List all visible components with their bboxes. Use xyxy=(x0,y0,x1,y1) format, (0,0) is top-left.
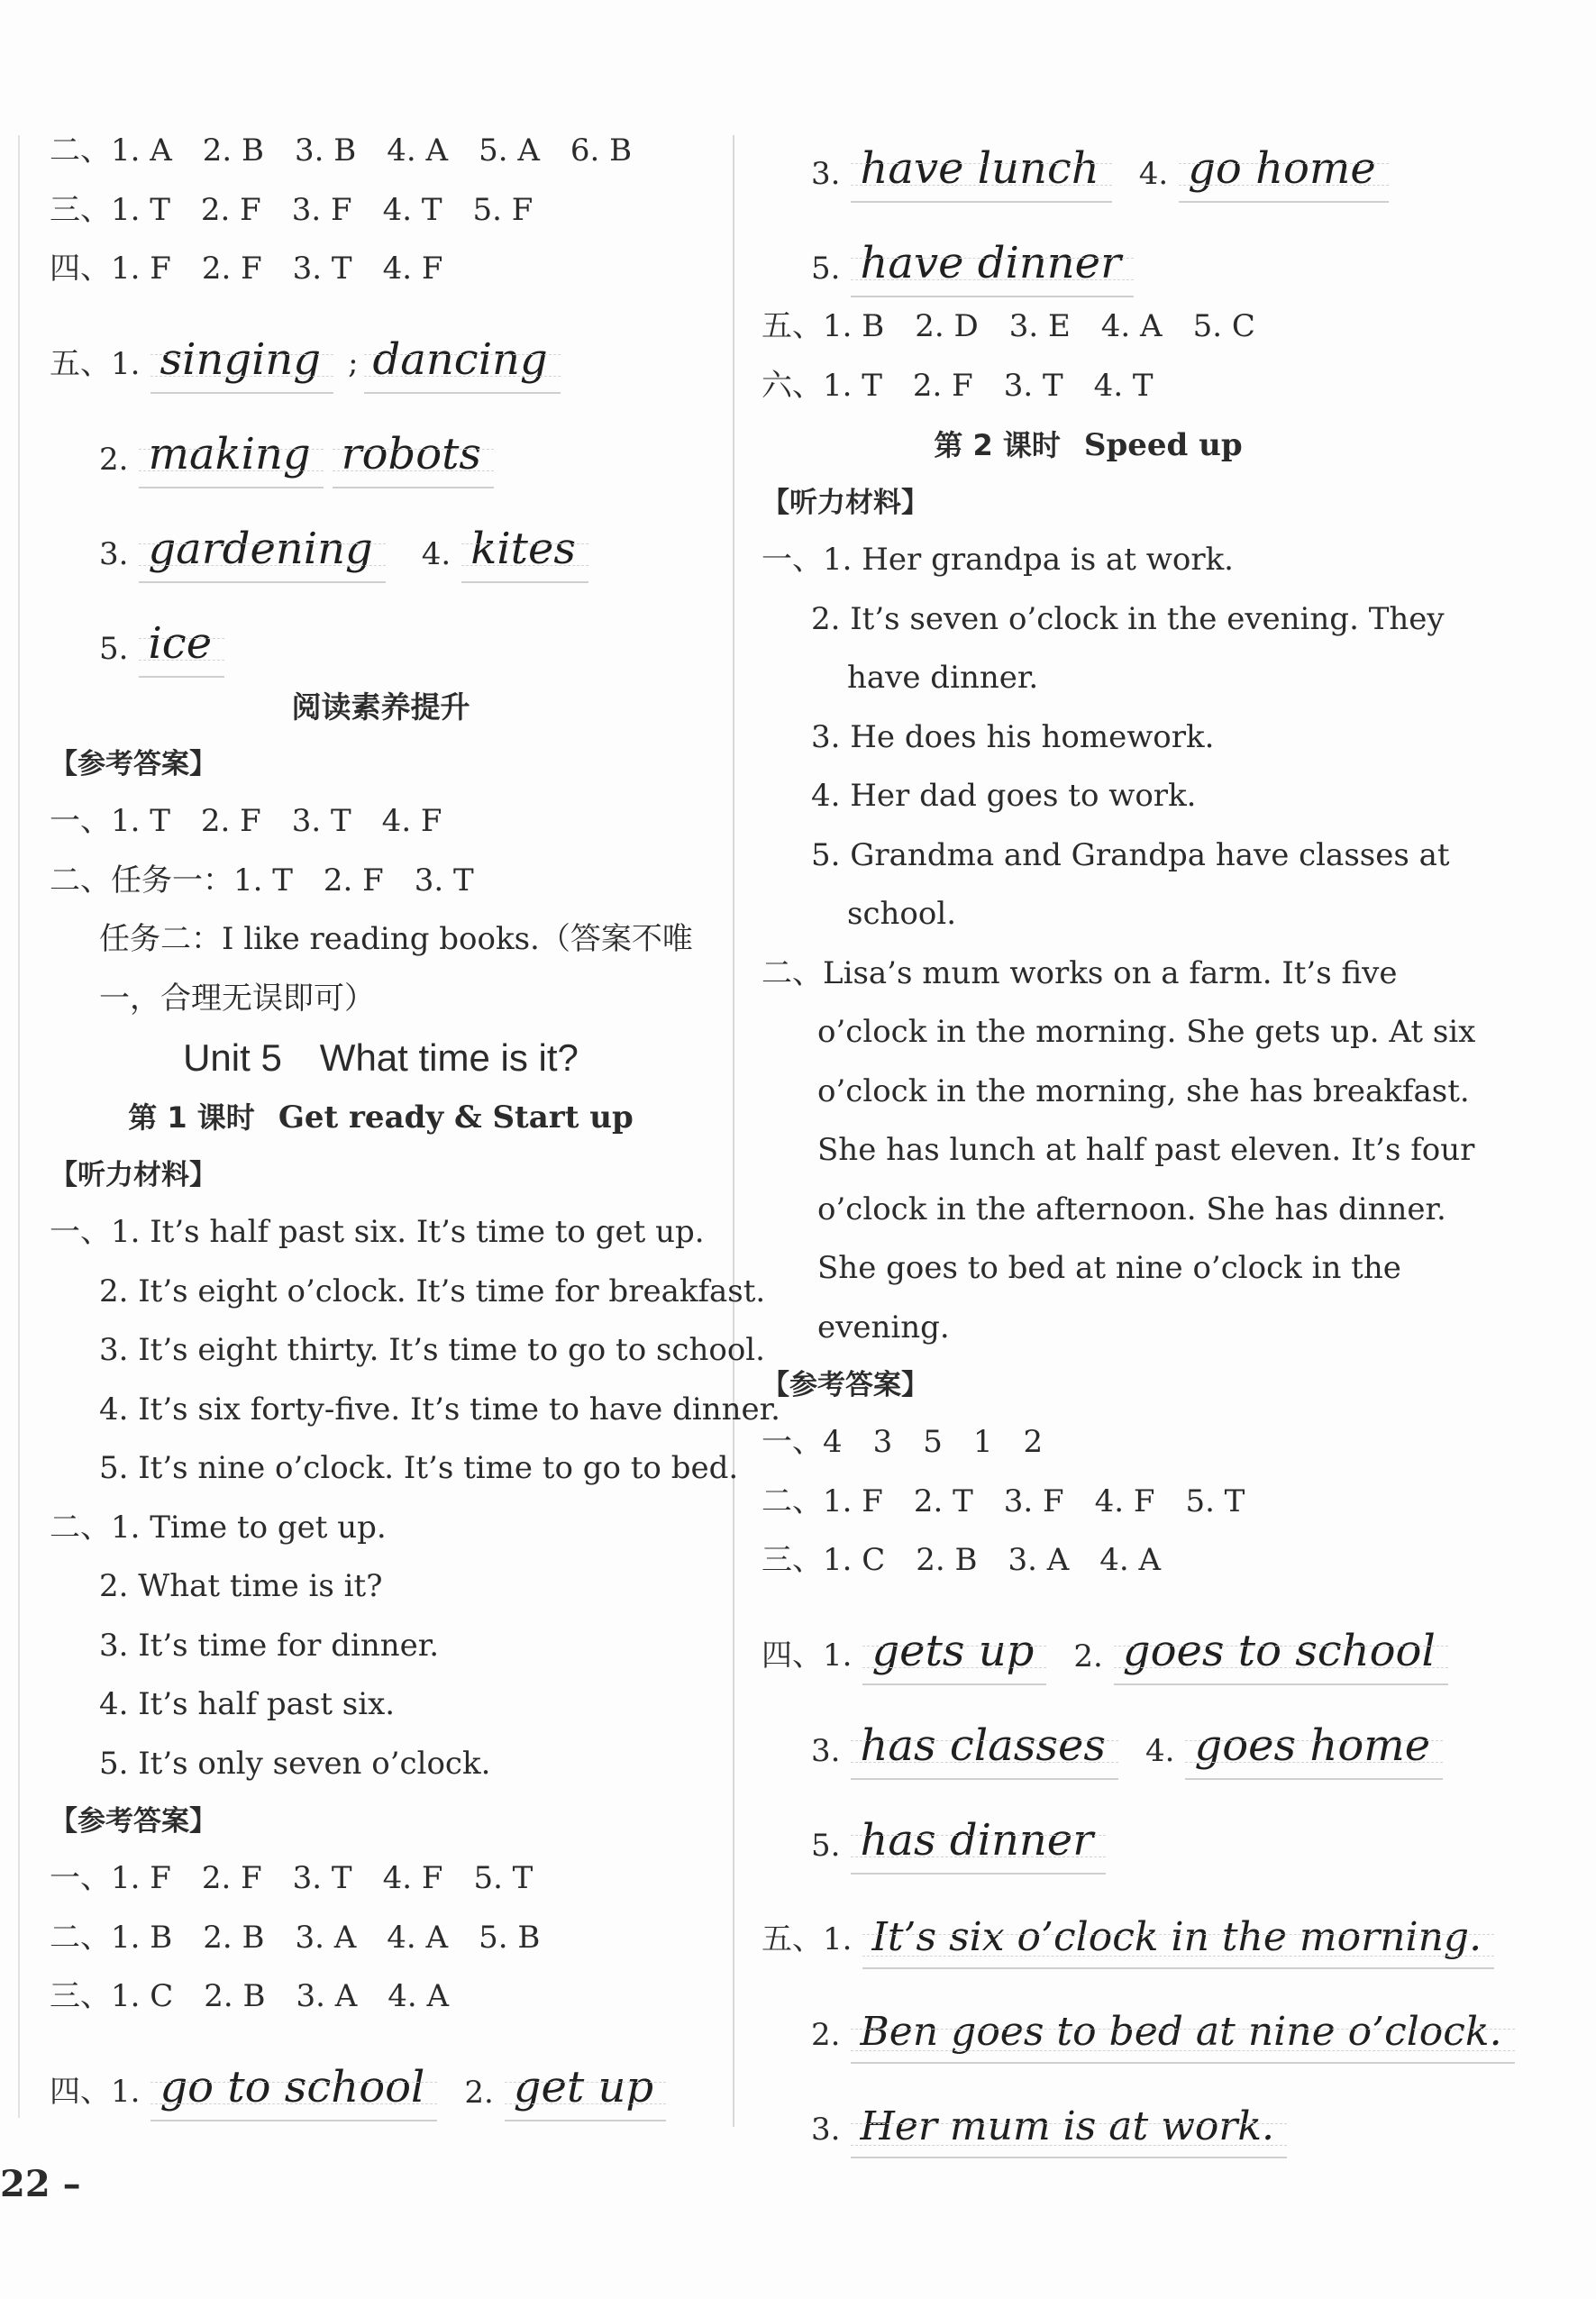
script-line: 5. It’s nine o’clock. It’s time to go to bed. xyxy=(99,1450,739,1486)
script-line: 4. It’s six forty-five. It’s time to have dinner. xyxy=(99,1391,780,1428)
handwriting-row xyxy=(50,583,712,678)
handwritten-answer: has classes xyxy=(851,1720,1118,1780)
item-number: 3. xyxy=(811,1732,841,1769)
section-title: 阅读素养提升 xyxy=(291,689,470,725)
item-number: 2. xyxy=(1073,1638,1103,1674)
lesson-name: Get ready & Start up xyxy=(278,1099,634,1136)
script-line: 5. Grandma and Grandpa have classes at xyxy=(811,836,1450,873)
handwriting-row xyxy=(762,1685,1431,1780)
handwritten-sentence: It’s six o’clock in the morning. xyxy=(862,1914,1494,1969)
script-line: o’clock in the afternoon. She has dinner. xyxy=(817,1191,1446,1227)
script-line: 2. It’s seven o’clock in the evening. They xyxy=(811,600,1445,637)
answer-line: 一、1. F 2. F 3. T 4. F 5. T xyxy=(50,1860,534,1896)
script-line: have dinner. xyxy=(847,660,1039,696)
handwritten-answer: dancing xyxy=(364,334,561,394)
script-line: 3. He does his homework. xyxy=(811,718,1215,755)
answer-line: 三、1. T 2. F 3. F 4. T 5. F xyxy=(50,191,534,228)
unit-title: Unit 5 What time is it? xyxy=(183,1036,579,1079)
item-number: 4. xyxy=(1145,1732,1175,1769)
answers-label: 【参考答案】 xyxy=(50,748,217,780)
answer-line: 二、任务一：1. T 2. F 3. T xyxy=(50,862,474,899)
handwriting-row xyxy=(762,203,1415,297)
answer-line: 三、1. C 2. B 3. A 4. A xyxy=(50,1978,450,2014)
answer-line: 五、1. B 2. D 3. E 4. A 5. C xyxy=(762,308,1255,344)
script-line: She goes to bed at nine o’clock in the xyxy=(817,1250,1401,1286)
answer-line: 六、1. T 2. F 3. T 4. T xyxy=(762,367,1154,404)
listening-label: 【听力材料】 xyxy=(762,487,929,519)
item-number: 4. xyxy=(421,535,451,572)
script-line: 4. It’s half past six. xyxy=(99,1686,396,1722)
handwriting-row xyxy=(762,1780,1415,1875)
answer-line: 一、4 3 5 1 2 xyxy=(762,1424,1044,1460)
handwriting-row xyxy=(50,488,712,583)
lesson-title xyxy=(50,1088,712,1147)
handwriting-row xyxy=(762,1591,1436,1685)
separator: ; xyxy=(348,344,359,381)
lesson-name: Speed up xyxy=(1083,427,1243,463)
handwritten-answer: robots xyxy=(333,429,494,488)
page-number: 22 – xyxy=(0,2163,81,2205)
handwritten-answer: gets up xyxy=(862,1626,1046,1685)
handwritten-answer: making xyxy=(139,429,323,488)
answer-line: 二、1. A 2. B 3. B 4. A 5. A 6. B xyxy=(50,132,633,169)
item-number: 2. xyxy=(811,2016,841,2053)
script-line: 一、1. It’s half past six. It’s time to get up. xyxy=(50,1214,705,1250)
item-number: 3. xyxy=(99,535,129,572)
handwriting-row xyxy=(762,2064,1415,2158)
item-number: 2. xyxy=(464,2074,494,2111)
lesson-title xyxy=(762,415,1415,475)
answer-line: 一，合理无误即可） xyxy=(99,980,375,1017)
answer-line: 四、1. F 2. F 3. T 4. F xyxy=(50,251,443,287)
script-line: o’clock in the morning. She gets up. At six xyxy=(817,1014,1476,1050)
column-divider xyxy=(733,135,734,2127)
handwriting-row xyxy=(762,1875,1482,1969)
handwritten-answer: has dinner xyxy=(851,1815,1106,1875)
script-line: She has lunch at half past eleven. It’s four xyxy=(817,1132,1475,1168)
handwritten-answer: go home xyxy=(1179,143,1389,203)
script-line: 3. It’s time for dinner. xyxy=(99,1627,440,1664)
handwritten-sentence: Her mum is at work. xyxy=(851,2103,1287,2158)
handwritten-answer: goes home xyxy=(1185,1720,1443,1780)
answer-line: 二、1. F 2. T 3. F 4. F 5. T xyxy=(762,1482,1245,1519)
handwritten-answer: ice xyxy=(139,618,224,678)
lesson-number: 第 2 课时 xyxy=(934,428,1061,462)
handwritten-answer: have dinner xyxy=(851,238,1134,297)
item-number: 四、1. xyxy=(50,2073,141,2110)
script-line: school. xyxy=(847,896,957,932)
listening-label: 【听力材料】 xyxy=(50,1159,217,1191)
handwriting-row xyxy=(762,1969,1502,2064)
script-line: evening. xyxy=(817,1309,950,1346)
handwritten-answer: have lunch xyxy=(851,143,1111,203)
handwriting-row xyxy=(50,299,712,394)
handwritten-answer: goes to school xyxy=(1114,1626,1448,1685)
answer-line: 一、1. T 2. F 3. T 4. F xyxy=(50,803,442,839)
handwritten-answer: kites xyxy=(461,524,588,583)
handwritten-answer: gardening xyxy=(139,524,385,583)
lesson-number: 第 1 课时 xyxy=(128,1100,255,1135)
answer-line: 三、1. C 2. B 3. A 4. A xyxy=(762,1542,1162,1578)
item-number: 4. xyxy=(1138,156,1169,192)
item-number: 四、1. xyxy=(762,1637,853,1674)
handwritten-sentence: Ben goes to bed at nine o’clock. xyxy=(851,2009,1514,2064)
handwritten-answer: go to school xyxy=(150,2062,437,2121)
answer-line: 任务二：I like reading books.（答案不唯 xyxy=(99,921,693,957)
page-edge-line xyxy=(18,135,20,2118)
item-number: 五、1. xyxy=(762,1920,853,1957)
handwritten-answer: singing xyxy=(150,334,333,394)
answer-line: 二、1. B 2. B 3. A 4. A 5. B xyxy=(50,1919,541,1956)
script-line: 4. Her dad goes to work. xyxy=(811,778,1197,814)
handwriting-row xyxy=(50,394,712,488)
item-number: 五、1. xyxy=(50,345,141,382)
item-number: 5. xyxy=(811,1827,841,1864)
script-line: 5. It’s only seven o’clock. xyxy=(99,1745,491,1782)
answers-label: 【参考答案】 xyxy=(50,1805,217,1838)
left-column xyxy=(50,122,780,2121)
item-number: 3. xyxy=(811,156,841,192)
script-line: 一、1. Her grandpa is at work. xyxy=(762,542,1234,578)
handwriting-row xyxy=(762,108,1415,203)
answers-label: 【参考答案】 xyxy=(762,1369,929,1401)
script-line: 二、Lisa’s mum works on a farm. It’s five xyxy=(762,954,1398,991)
script-line: o’clock in the morning, she has breakfast. xyxy=(817,1072,1470,1109)
script-line: 2. What time is it? xyxy=(99,1568,383,1604)
script-line: 二、1. Time to get up. xyxy=(50,1509,387,1546)
handwriting-row xyxy=(50,2027,712,2121)
item-number: 5. xyxy=(811,251,841,287)
script-line: 3. It’s eight thirty. It’s time to go to school. xyxy=(99,1332,765,1368)
item-number: 5. xyxy=(99,630,129,667)
item-number: 3. xyxy=(811,2111,841,2148)
script-line: 2. It’s eight o’clock. It’s time for breakfast. xyxy=(99,1273,766,1309)
right-column xyxy=(762,108,1502,2158)
item-number: 2. xyxy=(99,441,129,478)
handwritten-answer: get up xyxy=(505,2062,666,2121)
